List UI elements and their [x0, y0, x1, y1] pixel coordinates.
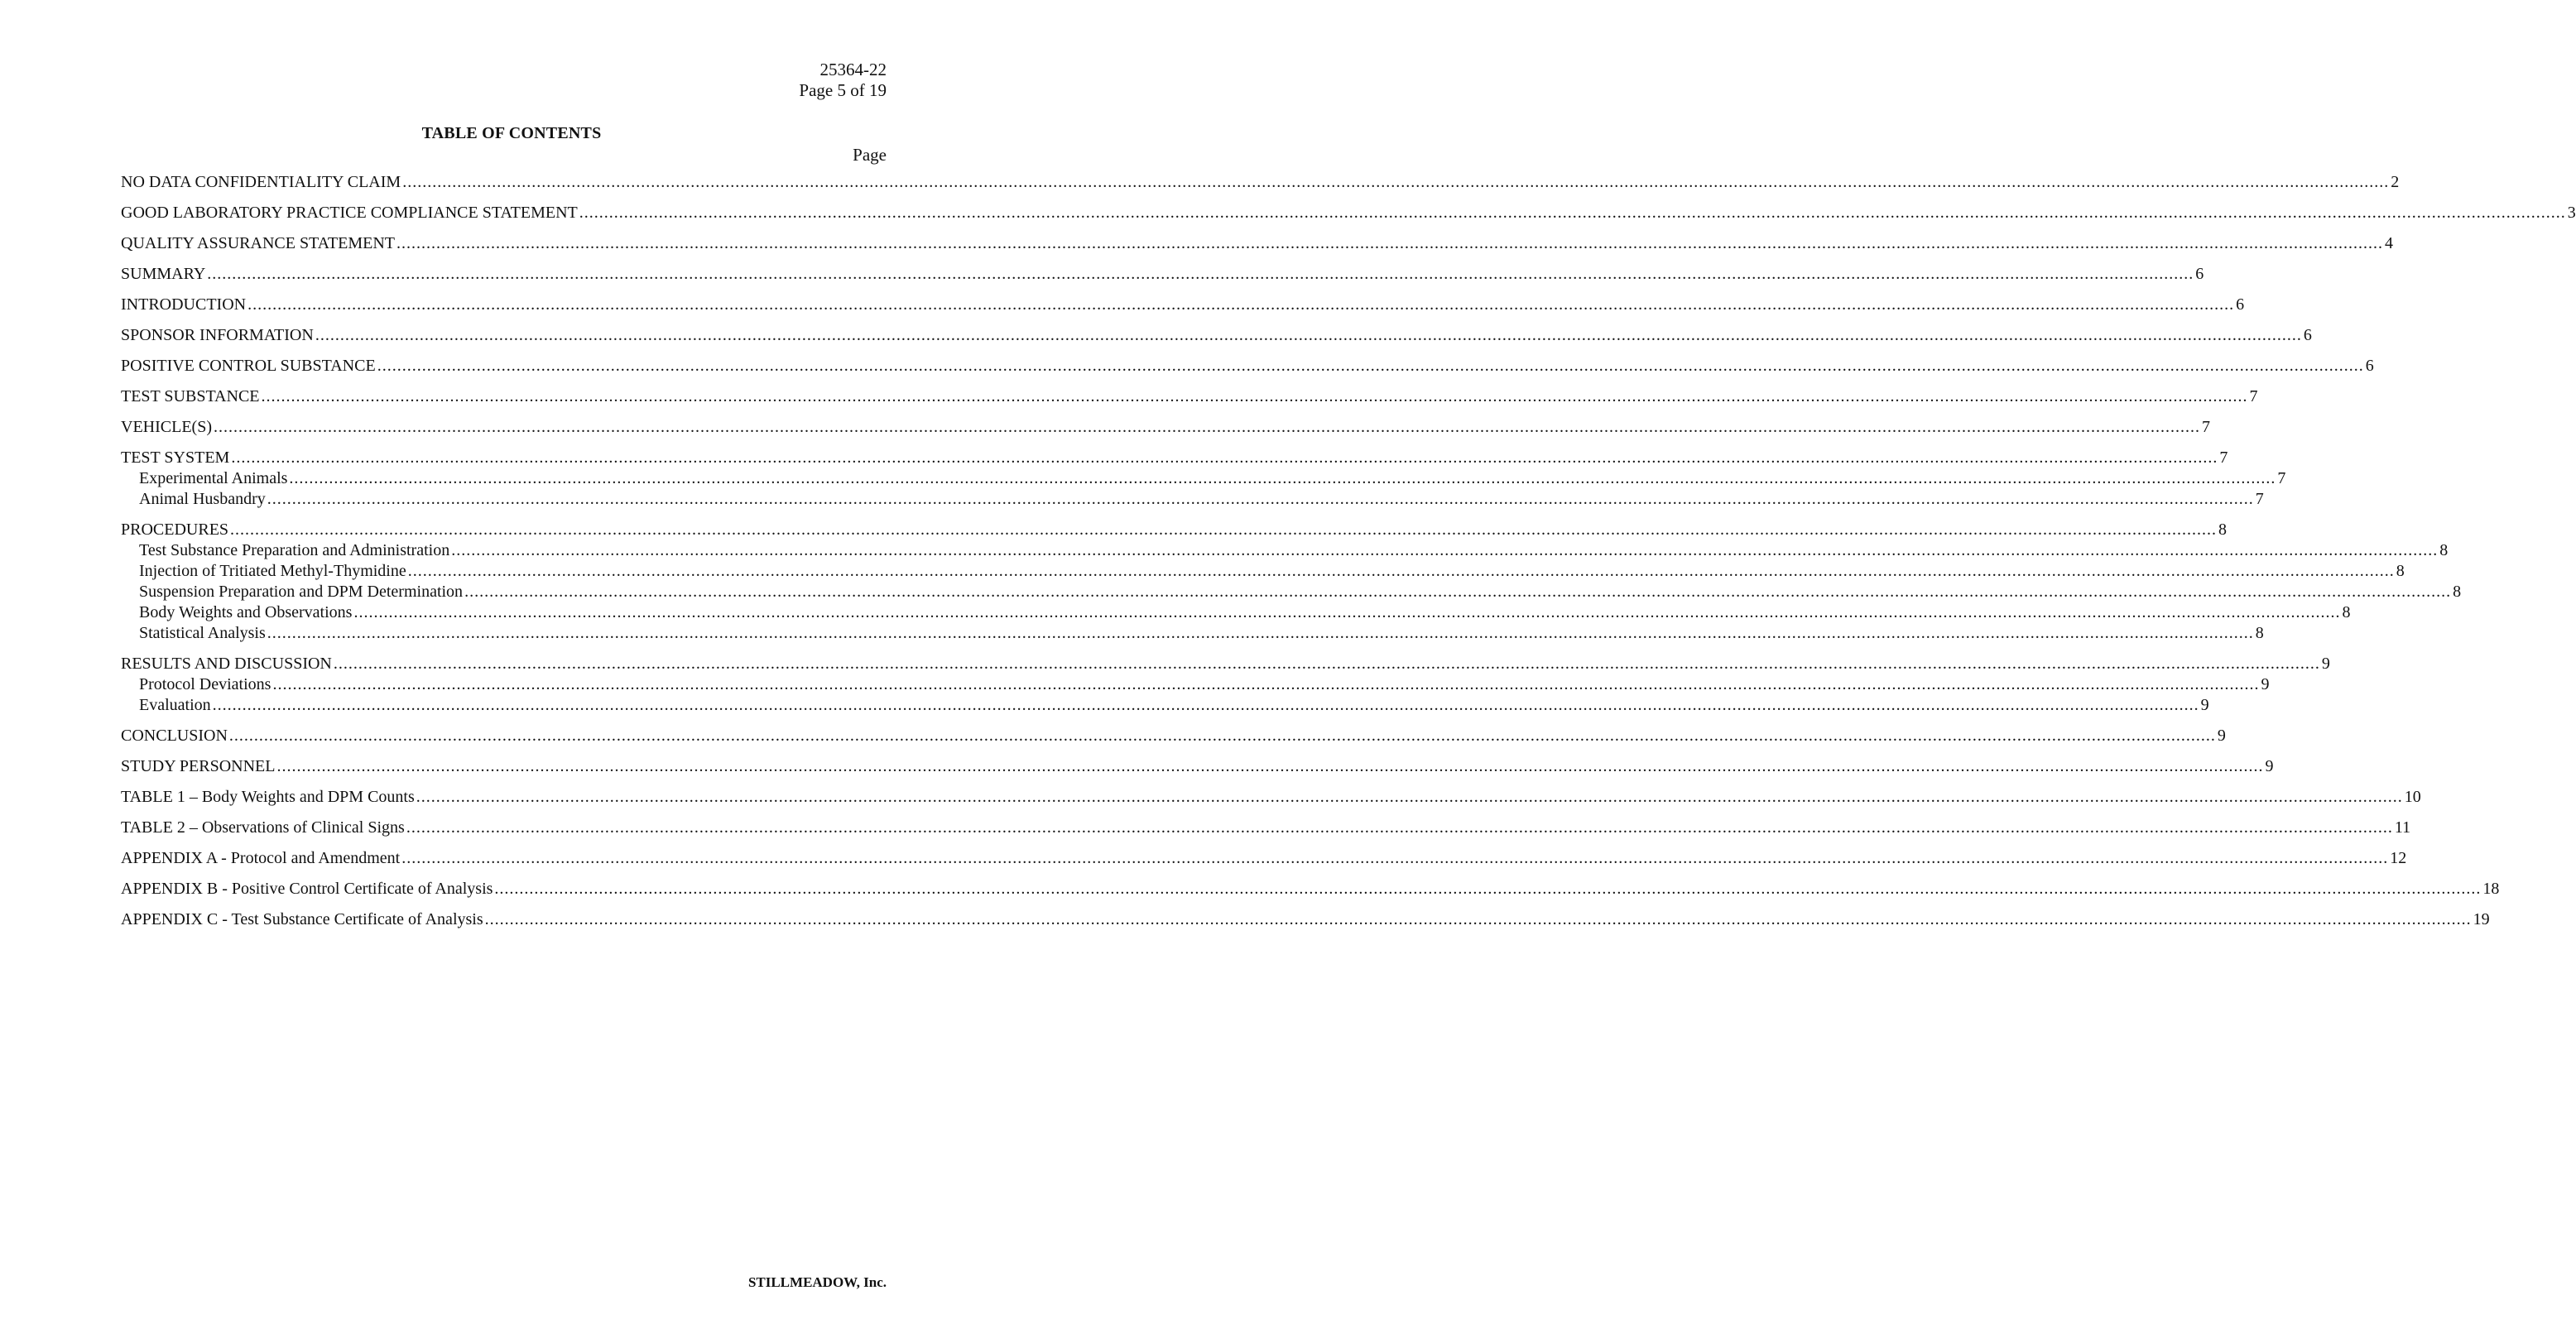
toc-entry-page-number: 6 — [2365, 357, 2374, 375]
toc-entry-page-number: 10 — [2404, 788, 2421, 806]
dot-leader: ................................................................................................................................................................................................................................................................................................................................................................................................................ — [212, 696, 2199, 714]
toc-entry[interactable] — [121, 264, 2204, 285]
dot-leader: ................................................................................................................................................................................................................................................................................................................................................................................................................ — [276, 757, 2264, 775]
toc-entry-page-number: 11 — [2394, 818, 2411, 837]
toc-entry[interactable] — [121, 909, 2490, 930]
toc-entry-page-number: 12 — [2390, 849, 2407, 867]
toc-subentry[interactable] — [121, 561, 2405, 582]
toc-entry[interactable] — [121, 386, 2258, 407]
toc-entry-page-number: 8 — [2396, 562, 2405, 580]
toc-entry-page-number: 9 — [2200, 696, 2209, 714]
toc-entry-page-number: 8 — [2453, 583, 2462, 601]
dot-leader: ................................................................................................................................................................................................................................................................................................................................................................................................................ — [401, 849, 2389, 867]
toc-section — [121, 448, 2286, 510]
dot-leader: ................................................................................................................................................................................................................................................................................................................................................................................................................ — [353, 603, 2341, 621]
dot-leader: ................................................................................................................................................................................................................................................................................................................................................................................................................ — [248, 295, 2235, 314]
dot-leader: ................................................................................................................................................................................................................................................................................................................................................................................................................ — [579, 204, 2566, 222]
toc-entry[interactable] — [121, 325, 2312, 346]
toc-section — [121, 172, 2400, 193]
toc-entry-label: Experimental Animals — [139, 469, 288, 487]
dot-leader: ................................................................................................................................................................................................................................................................................................................................................................................................................ — [451, 541, 2439, 559]
toc-entry[interactable] — [121, 787, 2421, 808]
report-number: 25364-22 — [819, 60, 887, 79]
toc-entry[interactable] — [121, 172, 2400, 193]
toc-entry-label: Test Substance Preparation and Administration — [139, 541, 450, 559]
page-column-label: Page — [853, 145, 887, 165]
toc-section — [121, 726, 2226, 746]
toc-section — [121, 818, 2411, 838]
toc-section — [121, 386, 2258, 407]
toc-entry-page-number: 7 — [2201, 418, 2210, 436]
toc-entry-page-number: 19 — [2473, 910, 2490, 928]
toc-entry-label: GOOD LABORATORY PRACTICE COMPLIANCE STATEMENT — [121, 204, 578, 222]
toc-entry-label: APPENDIX A - Protocol and Amendment — [121, 849, 401, 867]
toc-entry-page-number: 9 — [2261, 675, 2270, 693]
toc-entry-page-number: 6 — [2195, 265, 2204, 283]
toc-entry-page-number: 3 — [2567, 204, 2576, 222]
toc-entry-label: Body Weights and Observations — [139, 603, 353, 621]
toc-entry[interactable] — [121, 879, 2500, 899]
toc-entry-label: Animal Husbandry — [139, 490, 266, 508]
dot-leader: ................................................................................................................................................................................................................................................................................................................................................................................................................ — [213, 418, 2200, 436]
toc-entry-page-number: 9 — [2265, 757, 2274, 775]
toc-section — [121, 756, 2274, 777]
toc-section — [121, 848, 2407, 869]
dot-leader: ................................................................................................................................................................................................................................................................................................................................................................................................................ — [207, 265, 2194, 283]
page-title: TABLE OF CONTENTS — [421, 124, 602, 142]
toc-entry-label: SPONSOR INFORMATION — [121, 326, 314, 344]
toc-subentry[interactable] — [121, 582, 2462, 602]
toc-subentry[interactable] — [121, 674, 2270, 695]
dot-leader: ................................................................................................................................................................................................................................................................................................................................................................................................................ — [228, 727, 2216, 745]
toc-entry-label: CONCLUSION — [121, 727, 228, 745]
toc-entry-page-number: 6 — [2236, 295, 2245, 314]
toc-entry-label: Injection of Tritiated Methyl-Thymidine — [139, 562, 406, 580]
dot-leader: ................................................................................................................................................................................................................................................................................................................................................................................................................ — [402, 173, 2390, 191]
toc-entry-page-number: 8 — [2218, 520, 2228, 539]
toc-entry[interactable] — [121, 726, 2226, 746]
toc-entry-label: VEHICLE(S) — [121, 418, 212, 436]
dot-leader: ................................................................................................................................................................................................................................................................................................................................................................................................................ — [406, 818, 2393, 837]
toc-entry[interactable] — [121, 756, 2274, 777]
toc-entry[interactable] — [121, 356, 2374, 377]
dot-leader: ................................................................................................................................................................................................................................................................................................................................................................................................................ — [267, 490, 2254, 508]
toc-entry-label: RESULTS AND DISCUSSION — [121, 655, 332, 673]
toc-entry-page-number: 7 — [2219, 449, 2228, 467]
dot-leader: ................................................................................................................................................................................................................................................................................................................................................................................................................ — [494, 880, 2482, 898]
dot-leader: ................................................................................................................................................................................................................................................................................................................................................................................................................ — [267, 624, 2254, 642]
toc-entry[interactable] — [121, 848, 2407, 869]
toc-entry-page-number: 7 — [2277, 469, 2286, 487]
toc-entry-label: PROCEDURES — [121, 520, 229, 539]
toc-section — [121, 417, 2210, 438]
toc-entry-page-number: 4 — [2385, 234, 2393, 252]
toc-section — [121, 203, 2576, 223]
toc-section — [121, 233, 2393, 254]
toc-entry-page-number: 9 — [2217, 727, 2226, 745]
page-header — [799, 60, 887, 101]
toc-entry-page-number: 8 — [2342, 603, 2351, 621]
company-footer: STILLMEADOW, Inc. — [747, 1274, 887, 1290]
toc-entry-label: STUDY PERSONNEL — [121, 757, 276, 775]
toc-entry[interactable] — [121, 520, 2228, 540]
toc-entry-page-number: 8 — [2439, 541, 2449, 559]
toc-entry-label: POSITIVE CONTROL SUBSTANCE — [121, 357, 376, 375]
toc-section — [121, 356, 2374, 377]
toc-entry-label: TABLE 1 – Body Weights and DPM Counts — [121, 788, 415, 806]
toc-entry[interactable] — [121, 417, 2210, 438]
dot-leader: ................................................................................................................................................................................................................................................................................................................................................................................................................ — [272, 675, 2260, 693]
toc-entry-label: TEST SUBSTANCE — [121, 387, 260, 405]
toc-entry-page-number: 6 — [2303, 326, 2312, 344]
toc-entry-label: Evaluation — [139, 696, 211, 714]
toc-entry[interactable] — [121, 295, 2245, 315]
table-of-contents — [121, 172, 2576, 940]
dot-leader: ................................................................................................................................................................................................................................................................................................................................................................................................................ — [484, 910, 2472, 928]
toc-entry-page-number: 18 — [2482, 880, 2500, 898]
dot-leader: ................................................................................................................................................................................................................................................................................................................................................................................................................ — [261, 387, 2248, 405]
toc-subentry[interactable] — [121, 468, 2286, 489]
toc-entry-page-number: 7 — [2249, 387, 2258, 405]
toc-entry[interactable] — [121, 233, 2393, 254]
toc-entry-label: Protocol Deviations — [139, 675, 272, 693]
toc-entry-label: APPENDIX C - Test Substance Certificate of Analysis — [121, 910, 483, 928]
toc-subentry[interactable] — [121, 602, 2351, 623]
dot-leader: ................................................................................................................................................................................................................................................................................................................................................................................................................ — [231, 449, 2218, 467]
dot-leader: ................................................................................................................................................................................................................................................................................................................................................................................................................ — [407, 562, 2395, 580]
toc-entry[interactable] — [121, 448, 2228, 468]
toc-entry-label: APPENDIX B - Positive Control Certificate of Analysis — [121, 880, 493, 898]
toc-subentry[interactable] — [121, 623, 2264, 644]
dot-leader: ................................................................................................................................................................................................................................................................................................................................................................................................................ — [289, 469, 2276, 487]
page-indicator: Page 5 of 19 — [799, 80, 887, 100]
toc-section — [121, 879, 2500, 899]
toc-subentry[interactable] — [121, 489, 2264, 510]
dot-leader: ................................................................................................................................................................................................................................................................................................................................................................................................................ — [464, 583, 2452, 601]
dot-leader: ................................................................................................................................................................................................................................................................................................................................................................................................................ — [315, 326, 2302, 344]
toc-section — [121, 787, 2421, 808]
toc-section — [121, 325, 2312, 346]
toc-section — [121, 295, 2245, 315]
toc-entry-label: INTRODUCTION — [121, 295, 247, 314]
toc-entry-label: NO DATA CONFIDENTIALITY CLAIM — [121, 173, 401, 191]
toc-section — [121, 520, 2462, 644]
toc-subentry[interactable] — [121, 540, 2449, 561]
toc-entry-label: SUMMARY — [121, 265, 206, 283]
toc-section — [121, 909, 2490, 930]
toc-entry-page-number: 9 — [2321, 655, 2330, 673]
toc-entry[interactable] — [121, 818, 2411, 838]
toc-entry[interactable] — [121, 654, 2330, 674]
toc-entry-page-number: 8 — [2255, 624, 2264, 642]
dot-leader: ................................................................................................................................................................................................................................................................................................................................................................................................................ — [333, 655, 2320, 673]
toc-section — [121, 264, 2204, 285]
toc-entry-label: Suspension Preparation and DPM Determination — [139, 583, 464, 601]
toc-entry-label: TEST SYSTEM — [121, 449, 230, 467]
toc-entry[interactable] — [121, 203, 2576, 223]
dot-leader: ................................................................................................................................................................................................................................................................................................................................................................................................................ — [396, 234, 2383, 252]
dot-leader: ................................................................................................................................................................................................................................................................................................................................................................................................................ — [377, 357, 2364, 375]
toc-entry-label: QUALITY ASSURANCE STATEMENT — [121, 234, 395, 252]
toc-entry-page-number: 7 — [2255, 490, 2264, 508]
dot-leader: ................................................................................................................................................................................................................................................................................................................................................................................................................ — [230, 520, 2218, 539]
toc-section — [121, 654, 2330, 716]
dot-leader: ................................................................................................................................................................................................................................................................................................................................................................................................................ — [416, 788, 2403, 806]
toc-entry-label: TABLE 2 – Observations of Clinical Signs — [121, 818, 405, 837]
toc-subentry[interactable] — [121, 695, 2209, 716]
toc-entry-page-number: 2 — [2391, 173, 2400, 191]
toc-entry-label: Statistical Analysis — [139, 624, 266, 642]
